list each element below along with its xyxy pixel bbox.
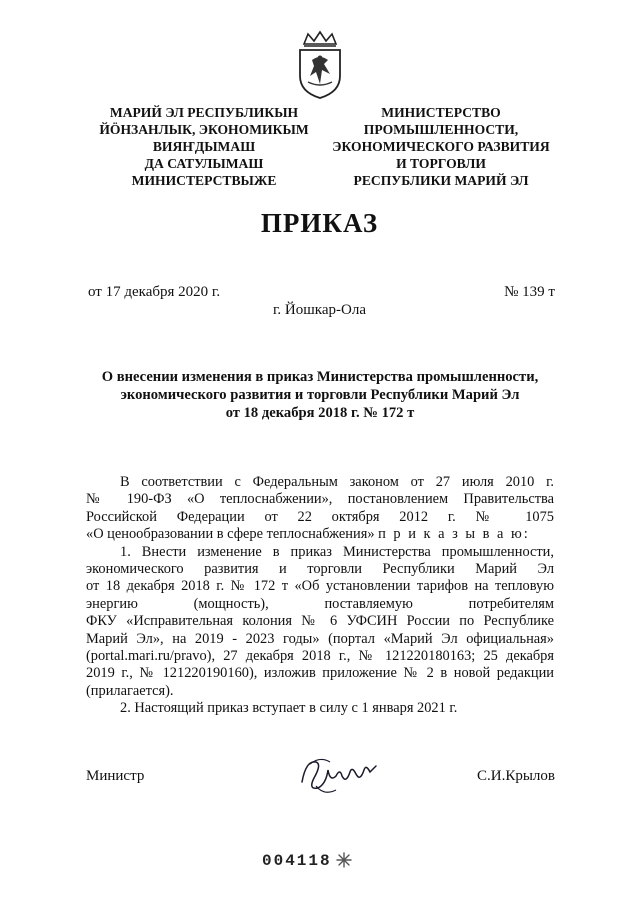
document-title: ПРИКАЗ (260, 208, 379, 238)
body-line: В соответствии с Федеральным законом от 27 июля 2010 г. (120, 474, 554, 490)
handwritten-signature (296, 752, 382, 798)
body-line: 2019 г., № 121220190160), изложив приложение № 2 в новой редакции (86, 665, 554, 682)
header-left-line: ЙӦНЗАНЛЫК, ЭКОНОМИКЫМ (99, 122, 309, 137)
body-line: экономического развития и торговли Республики Марий Эл (86, 561, 554, 578)
body-line: Российской Федерации от 22 октября 2012 г. № 1075 (86, 508, 554, 525)
header-right-line: И ТОРГОВЛИ (396, 156, 486, 171)
header-left-line: ДА САТУЛЫМАШ (144, 156, 264, 171)
body-line: 2. Настоящий приказ вступает в силу с 1 января 2021 г. (120, 700, 458, 717)
subject-line: О внесении изменения в приказ Министерства промышленности, (101, 369, 539, 385)
body-line: № 190-ФЗ «О теплоснабжении», постановлением Правительства (86, 491, 554, 508)
body-line: от 18 декабря 2018 г. № 172 т «Об установлении тарифов на тепловую (86, 578, 554, 595)
serial-number: 004118 (262, 852, 332, 870)
coat-of-arms-icon (294, 30, 346, 100)
body-line: (прилагается). (86, 682, 174, 699)
order-city: г. Йошкар-Ола (272, 302, 367, 318)
order-body (86, 474, 554, 718)
body-line: энергию (мощность), поставляемую потребителям (86, 595, 554, 612)
header-ministry-russian (325, 104, 557, 189)
header-left-line: ВИЯҤДЫМАШ (152, 139, 256, 154)
header-left-line: МИНИСТЕРСТВЫЖЕ (131, 173, 277, 188)
header-ministry-mari (88, 104, 320, 189)
order-directive: п р и к а з ы в а ю: (378, 526, 530, 543)
signer-position: Министр (86, 768, 145, 784)
body-line (86, 526, 554, 543)
body-line: 1. Внести изменение в приказ Министерства промышленности, (120, 543, 554, 560)
order-date: от 17 декабря 2020 г. (88, 284, 221, 300)
body-line: Марий Эл», на 2019 - 2023 годы» (портал «Марий Эл официальная» (86, 630, 554, 647)
order-number: № 139 т (504, 284, 555, 300)
body-line-text: «О ценообразовании в сфере теплоснабжения» (86, 526, 375, 543)
header-right-line: МИНИСТЕРСТВО (381, 105, 501, 120)
header-right-line: ЭКОНОМИЧЕСКОГО РАЗВИТИЯ (332, 139, 550, 154)
order-subject (80, 368, 560, 422)
asterisk-icon (336, 852, 352, 868)
subject-line: от 18 декабря 2018 г. № 172 т (225, 405, 415, 421)
header-left-line: МАРИЙ ЭЛ РЕСПУБЛИКЫН (109, 105, 299, 120)
body-line: (portal.mari.ru/pravo), 27 декабря 2018 г., № 121220180163; 25 декабря (86, 648, 554, 665)
subject-line: экономического развития и торговли Республики Марий Эл (120, 387, 520, 403)
header-right-line: ПРОМЫШЛЕННОСТИ, (363, 122, 519, 137)
body-line: ФКУ «Исправительная колония № 6 УФСИН России по Республике (86, 613, 554, 630)
header-right-line: РЕСПУБЛИКИ МАРИЙ ЭЛ (353, 173, 529, 188)
signer-name: С.И.Крылов (477, 768, 555, 784)
